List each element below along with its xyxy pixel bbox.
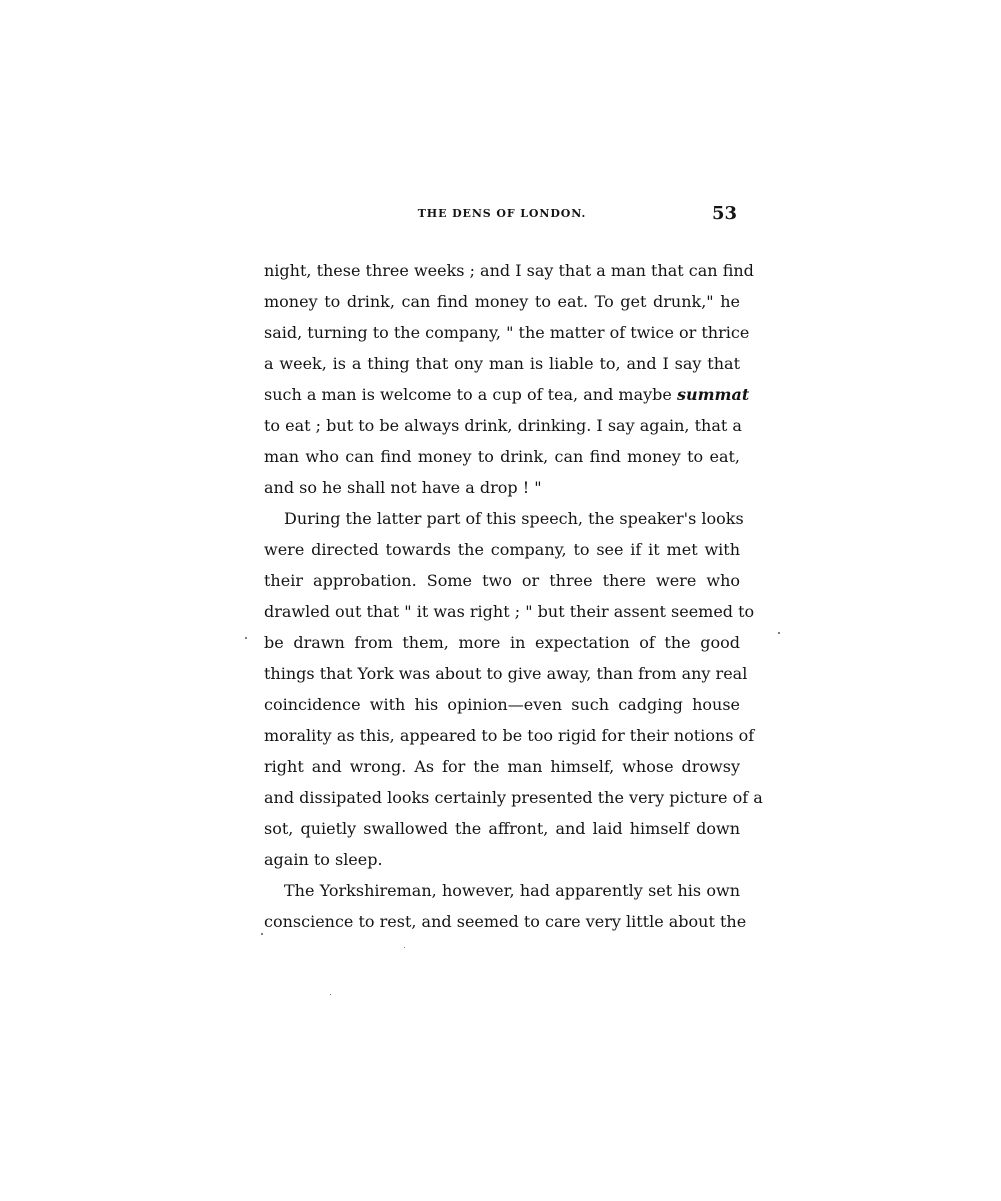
text-line: their approbation. Some two or three there were who: [264, 571, 740, 590]
text-run: such a man is welcome to a cup of tea, and maybe: [264, 385, 677, 404]
scan-speck: [330, 994, 331, 995]
paragraph-3: [264, 875, 747, 937]
paragraph-1: [264, 255, 754, 503]
scan-speck: [404, 947, 405, 948]
text-line: sot, quietly swallowed the affront, and laid himself down: [264, 819, 740, 838]
text-line: be drawn from them, more in expectation of the good: [264, 633, 740, 652]
text-line: drawled out that " it was right ; " but their assent seemed to: [264, 602, 755, 621]
text-line: [264, 379, 750, 410]
scan-speck: [245, 637, 247, 639]
text-line: to eat ; but to be always drink, drinking. I say again, that a: [264, 416, 742, 435]
text-line: things that York was about to give away, than from any real: [264, 664, 748, 683]
paragraph-2: [264, 503, 763, 875]
scan-speck: [778, 632, 780, 634]
text-line: man who can find money to drink, can find money to eat,: [264, 447, 740, 466]
text-line: right and wrong. As for the man himself, whose drowsy: [264, 757, 740, 776]
text-line: said, turning to the company, " the matter of twice or thrice: [264, 323, 750, 342]
running-head: [264, 203, 740, 229]
text-line: morality as this, appeared to be too rigid for their notions of: [264, 726, 755, 745]
page-number: 53: [711, 203, 737, 224]
text-line: were directed towards the company, to see if it met with: [264, 540, 740, 559]
text-line: again to sleep.: [264, 850, 383, 869]
text-line: coincidence with his opinion—even such cadging house: [264, 695, 740, 714]
running-title: THE DENS OF LONDON.: [417, 207, 587, 220]
text-line: During the latter part of this speech, the speaker's looks: [284, 509, 744, 528]
text-line: and so he shall not have a drop ! ": [264, 478, 542, 497]
italic-word: summat: [676, 385, 750, 404]
text-line: a week, is a thing that ony man is liable to, and I say that: [264, 354, 740, 373]
text-line: and dissipated looks certainly presented the very picture of a: [264, 788, 763, 807]
text-line: night, these three weeks ; and I say that a man that can find: [264, 261, 754, 280]
scan-speck: [261, 933, 263, 935]
text-line: The Yorkshireman, however, had apparently set his own: [284, 881, 740, 900]
text-line: money to drink, can find money to eat. To get drunk," he: [264, 292, 740, 311]
body-text: [264, 255, 763, 937]
text-line: conscience to rest, and seemed to care very little about the: [264, 912, 747, 931]
